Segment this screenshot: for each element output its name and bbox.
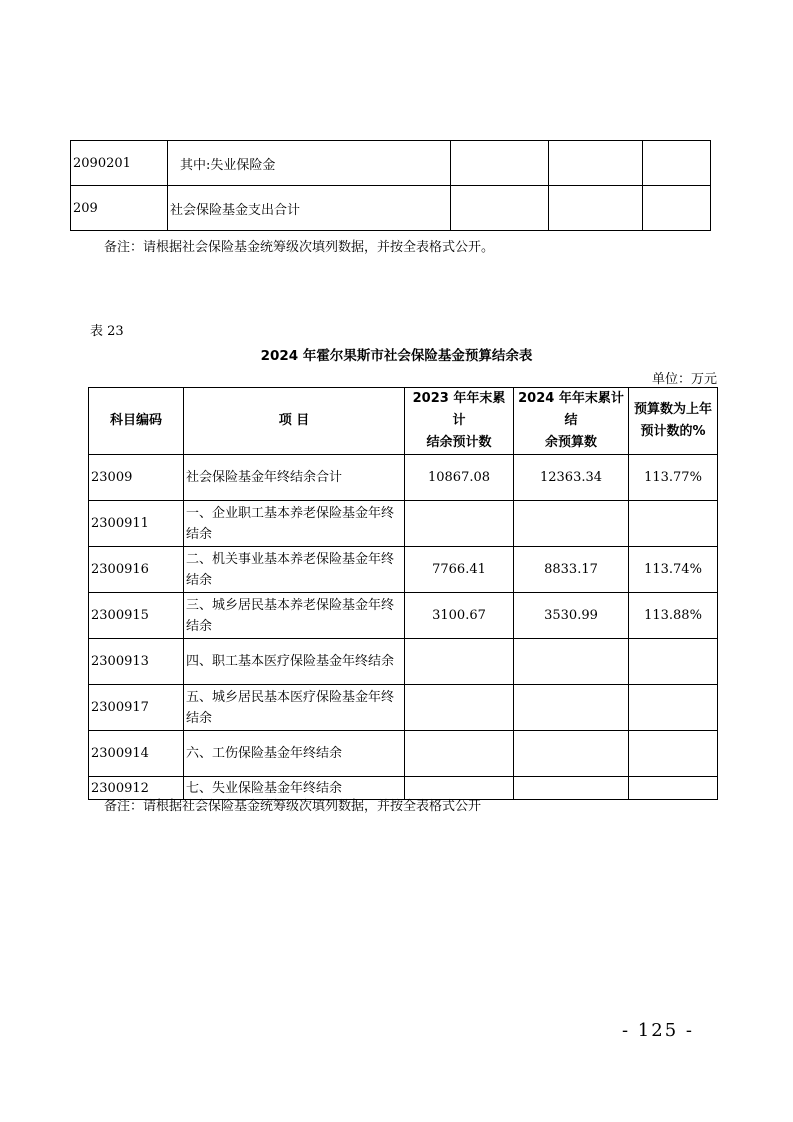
table-row — [89, 731, 718, 777]
header-budget: 2024 年年末累计结 余预算数 — [514, 388, 629, 455]
budget-value — [514, 639, 629, 685]
percent-value — [629, 501, 718, 547]
budget-value: 8833.17 — [514, 547, 629, 593]
prev-value — [405, 501, 514, 547]
prev-value — [405, 731, 514, 777]
subject-item: 三、城乡居民基本养老保险基金年终结余 — [184, 593, 405, 639]
percent-value — [629, 639, 718, 685]
table-row — [71, 186, 711, 231]
subject-code: 2300911 — [89, 501, 184, 547]
budget-value: 3530.99 — [514, 593, 629, 639]
table-row — [89, 455, 718, 501]
table-row — [89, 639, 718, 685]
header-prev-year: 2023 年年末累计 结余预计数 — [405, 388, 514, 455]
table-row — [89, 501, 718, 547]
subject-code: 2300914 — [89, 731, 184, 777]
subject-item: 一、企业职工基本养老保险基金年终结余 — [184, 501, 405, 547]
prev-value: 3100.67 — [405, 593, 514, 639]
subject-item: 五、城乡居民基本医疗保险基金年终结余 — [184, 685, 405, 731]
percent-value — [629, 685, 718, 731]
table-row — [89, 593, 718, 639]
percent-value: 113.74% — [629, 547, 718, 593]
subject-item: 六、工伤保险基金年终结余 — [184, 731, 405, 777]
budget-value — [514, 501, 629, 547]
subject-item: 七、失业保险基金年终结余 — [184, 777, 405, 800]
subject-code: 23009 — [89, 455, 184, 501]
subject-code: 2300915 — [89, 593, 184, 639]
subject-code: 209 — [71, 186, 168, 231]
subject-code: 2300916 — [89, 547, 184, 593]
table-number: 表 23 — [90, 324, 124, 339]
percent-value — [629, 777, 718, 800]
budget-value — [514, 685, 629, 731]
header-row — [89, 388, 718, 455]
percent-value: 113.77% — [629, 455, 718, 501]
budget-balance-table — [88, 387, 718, 800]
percent-value: 113.88% — [629, 593, 718, 639]
budget-value — [514, 777, 629, 800]
prev-value — [405, 639, 514, 685]
prev-value: 10867.08 — [405, 455, 514, 501]
budget-value: 12363.34 — [514, 455, 629, 501]
subject-item: 其中:失业保险金 — [168, 141, 451, 186]
prev-value: 7766.41 — [405, 547, 514, 593]
table-row — [71, 141, 711, 186]
subject-code: 2300913 — [89, 639, 184, 685]
table-row — [89, 547, 718, 593]
header-percent: 预算数为上年 预计数的% — [629, 388, 718, 455]
subject-code: 2090201 — [71, 141, 168, 186]
subject-item: 社会保险基金支出合计 — [168, 186, 451, 231]
subject-code: 2300912 — [89, 777, 184, 800]
table-row — [89, 685, 718, 731]
subject-item: 二、机关事业基本养老保险基金年终结余 — [184, 547, 405, 593]
subject-item: 社会保险基金年终结余合计 — [184, 455, 405, 501]
header-item: 项 目 — [184, 388, 405, 455]
budget-value — [514, 731, 629, 777]
page-number: - 125 - — [622, 1020, 694, 1041]
subject-item: 四、职工基本医疗保险基金年终结余 — [184, 639, 405, 685]
page-title: 2024 年霍尔果斯市社会保险基金预算结余表 — [260, 348, 533, 364]
unit-label: 单位：万元 — [652, 372, 718, 387]
top-note: 备注：请根据社会保险基金统筹级次填列数据，并按全表格式公开。 — [104, 240, 495, 255]
header-code: 科目编码 — [89, 388, 184, 455]
subject-code: 2300917 — [89, 685, 184, 731]
prev-value — [405, 685, 514, 731]
continuation-table — [70, 140, 711, 231]
bottom-note: 备注：请根据社会保险基金统筹级次填列数据，并按全表格式公开 — [104, 799, 482, 814]
percent-value — [629, 731, 718, 777]
